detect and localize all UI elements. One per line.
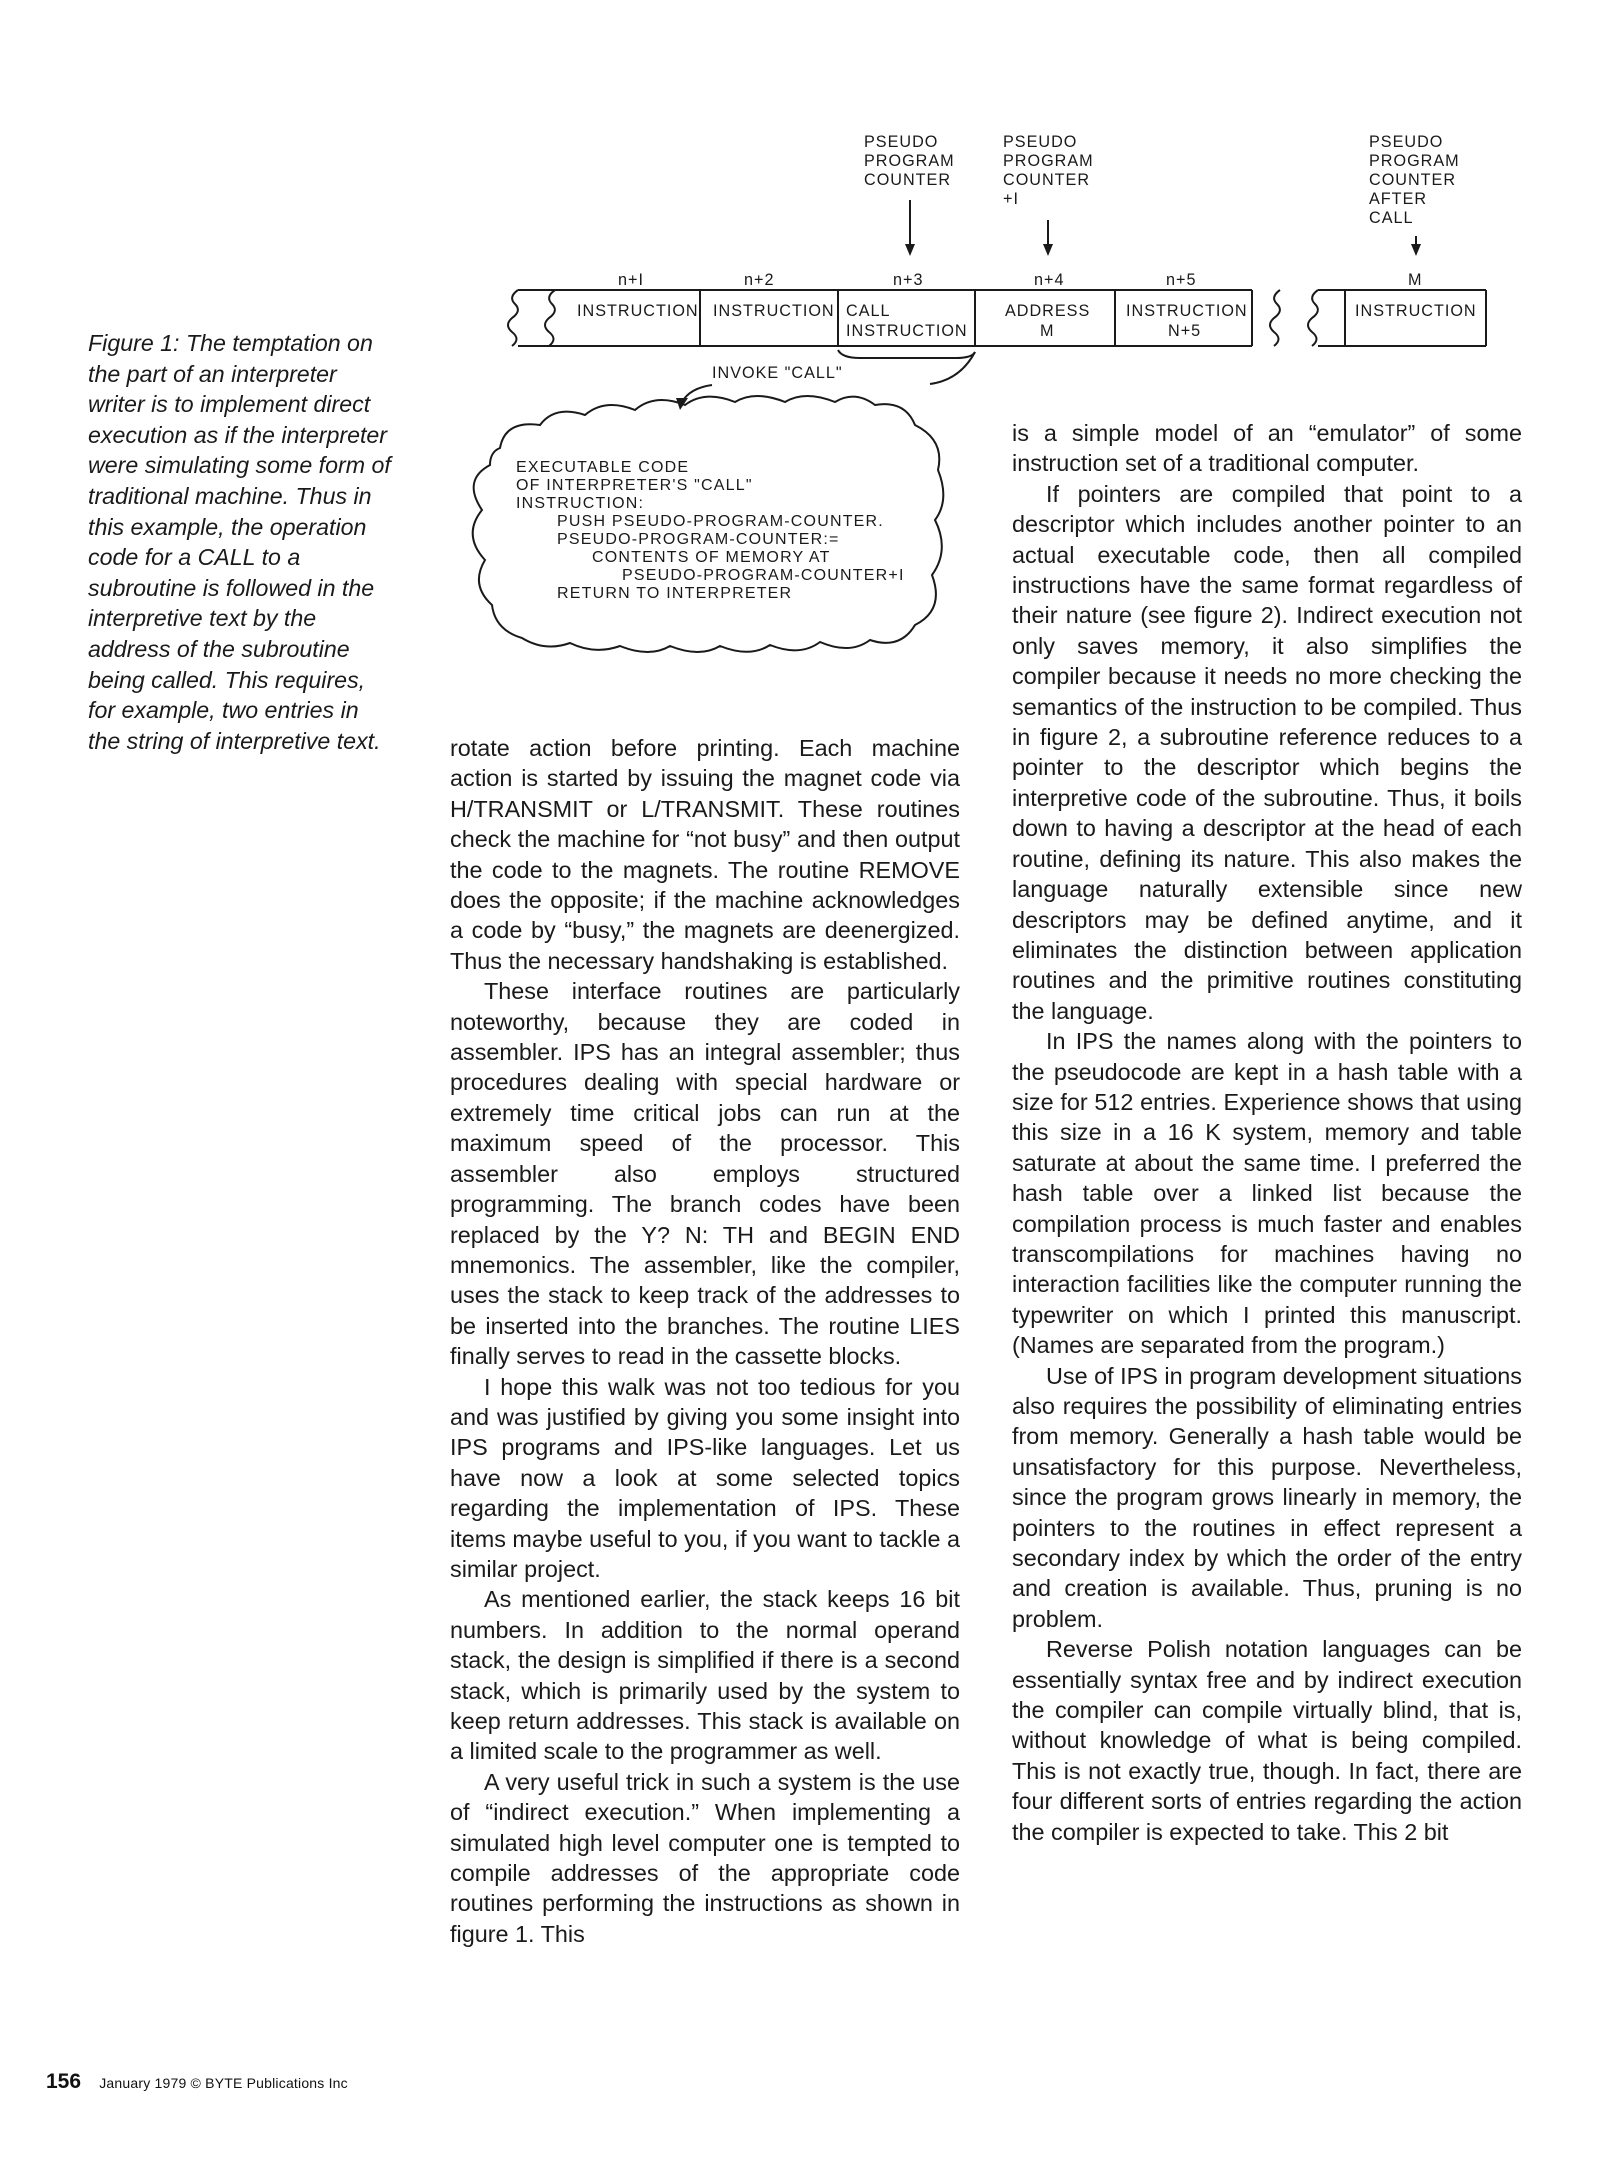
paragraph: In IPS the names along with the pointers to the pseudocode are kept in a hash table with a size for 512 entries. Experience shows that using this size in a 16 K system, memory and table saturate at about the same time. I preferred the hash table over a linked list because the compilation process is much faster and enables transcompilations for machines having no interaction facilities like the computer running the typewriter on which I printed this manuscript. (Names are separated from the program.) bbox=[1012, 1028, 1522, 1359]
invoke-call-label: INVOKE "CALL" bbox=[712, 364, 843, 382]
ppca-line-4: AFTER bbox=[1369, 190, 1428, 208]
address-label: n+I bbox=[618, 271, 644, 289]
pointer-label-ppc bbox=[864, 133, 955, 189]
paragraph: rotate action before printing. Each machine action is started by issuing the magnet code via H/TRANSMIT or L/TRANSMIT. These routines check the machine for “not busy” and then output the code to the magnets. The routine REMOVE does the opposite; if the machine acknowledges a code by “busy,” the magnets are deenergized. Thus the necessary handshaking is established. bbox=[450, 735, 960, 974]
arrowhead-ppc1 bbox=[1043, 244, 1053, 256]
cloud-text bbox=[516, 459, 905, 602]
page-footer bbox=[46, 2070, 348, 2094]
address-label: n+4 bbox=[1034, 271, 1065, 289]
pointer-label-ppc-after-call bbox=[1369, 133, 1460, 227]
ppc-line-2: PROGRAM bbox=[864, 152, 955, 170]
publication-credit: January 1979 © BYTE Publications Inc bbox=[99, 2075, 348, 2091]
arrowhead-ppc bbox=[905, 244, 915, 256]
cloud-line: EXECUTABLE CODE bbox=[516, 459, 690, 476]
page-number: 156 bbox=[46, 2070, 82, 2093]
ppc-line-1: PSEUDO bbox=[864, 133, 939, 151]
ppc1-line-1: PSEUDO bbox=[1003, 133, 1078, 151]
paragraph: Use of IPS in program development situations also requires the possibility of eliminating entries from memory. Generally a hash table would be unsatisfactory for this purpose. Nevertheless, since the program grows linearly in memory, the pointers to the routines in effect represent a secondary index by which the order of the entry and creation is available. Thus, pruning is no problem. bbox=[1012, 1362, 1522, 1632]
ppca-line-2: PROGRAM bbox=[1369, 152, 1460, 170]
ppca-line-3: COUNTER bbox=[1369, 171, 1457, 189]
address-label: M bbox=[1408, 271, 1423, 289]
paragraph: These interface routines are particularly noteworthy, because they are coded in assembler. IPS has an integral assembler; thus procedures dealing with special hardware or extremely time critical jobs can run at the maximum speed of the processor. This assembler also employs structured programming. The branch codes have been replaced by the Y? N: TH and BEGIN END mnemonics. The assembler, like the compiler, uses the stack to keep track of the addresses to be inserted into the branches. The routine LIES finally serves to read in the cassette blocks. bbox=[450, 978, 960, 1370]
pointer-arrows bbox=[905, 200, 1421, 256]
memory-cells bbox=[577, 302, 1477, 340]
cloud-line: PUSH PSEUDO-PROGRAM-COUNTER. bbox=[557, 513, 884, 530]
ppca-line-1: PSEUDO bbox=[1369, 133, 1444, 151]
middle-column bbox=[450, 733, 960, 1949]
address-labels bbox=[618, 271, 1422, 289]
paragraph: Reverse Polish notation languages can be essentially syntax free and by indirect execution the compiler can compile virtually blind, that is, without knowledge of what is being compiled. This is not exactly true, though. In fact, there are four different sorts of entries regarding the action the compiler is expected to take. This 2 bit bbox=[1012, 1636, 1522, 1845]
address-label: n+2 bbox=[744, 271, 775, 289]
ppc1-line-4: +I bbox=[1003, 190, 1019, 208]
cell-instruction-n5-line-2: N+5 bbox=[1168, 322, 1202, 340]
cell-address-line-1: ADDRESS bbox=[1005, 302, 1091, 320]
paragraph: is a simple model of an “emulator” of some instruction set of a traditional computer. bbox=[1012, 420, 1522, 477]
address-label: n+3 bbox=[893, 271, 924, 289]
cell-instruction-m: INSTRUCTION bbox=[1355, 302, 1477, 320]
pointer-label-ppc-plus-one bbox=[1003, 133, 1094, 208]
ppc1-line-2: PROGRAM bbox=[1003, 152, 1094, 170]
cloud-line: OF INTERPRETER'S "CALL" bbox=[516, 477, 753, 494]
cell-instruction-n2: INSTRUCTION bbox=[713, 302, 835, 320]
cell-call-line-2: INSTRUCTION bbox=[846, 322, 968, 340]
paragraph: A very useful trick in such a system is the use of “indirect execution.” When implementing a simulated high level computer one is tempted to compile addresses of the appropriate code routines performing the instructions as shown in figure 1. This bbox=[450, 1768, 960, 1947]
ppc1-line-3: COUNTER bbox=[1003, 171, 1091, 189]
cloud-line: RETURN TO INTERPRETER bbox=[557, 585, 793, 602]
cell-instruction-n1: INSTRUCTION bbox=[577, 302, 699, 320]
arrowhead-ppc-after bbox=[1411, 244, 1421, 256]
cloud-line: PSEUDO-PROGRAM-COUNTER:= bbox=[557, 531, 840, 548]
ppca-line-5: CALL bbox=[1369, 209, 1414, 227]
address-label: n+5 bbox=[1166, 271, 1197, 289]
cloud-line: INSTRUCTION: bbox=[516, 495, 645, 512]
cell-instruction-n5-line-1: INSTRUCTION bbox=[1126, 302, 1248, 320]
paragraph: As mentioned earlier, the stack keeps 16 bit numbers. In addition to the normal operand stack, the design is simplified if there is a second stack, which is primarily used by the system to keep return addresses. This stack is available on a limited scale to the programmer as well. bbox=[450, 1586, 960, 1765]
figure-caption: Figure 1: The temptation on the part of an interpreter writer is to implement direct execution as if the interpreter were simulating some form of traditional machine. Thus in this example, the operation code for a CALL to a subroutine is followed in the interpretive text by the address of the subroutine being called. This requires, for example, two entries in the string of interpretive text. bbox=[88, 330, 391, 754]
paragraph: If pointers are compiled that point to a descriptor which includes another pointer to an actual executable code, then all compiled instructions have the same format regardless of their nature (see figure 2). Indirect execution not only saves memory, it also simplifies the compiler because it needs no more checking the semantics of the instruction to be compiled. Thus in figure 2, a subroutine reference reduces to a pointer to the descriptor which begins the interpretive code of the subroutine. Thus, it boils down to having a descriptor at the head of each routine, defining its nature. This also makes the language naturally extensible since new descriptors may be defined anytime, and it eliminates the distinction between application routines and the primitive routines constituting the language. bbox=[1012, 480, 1522, 1024]
ppc-line-3: COUNTER bbox=[864, 171, 952, 189]
cloud-line: PSEUDO-PROGRAM-COUNTER+I bbox=[622, 567, 905, 584]
right-column bbox=[1012, 418, 1522, 1847]
cloud-line: CONTENTS OF MEMORY AT bbox=[592, 549, 831, 566]
cell-call-line-1: CALL bbox=[846, 302, 891, 320]
cell-address-line-2: M bbox=[1040, 322, 1055, 340]
paragraph: I hope this walk was not too tedious for you and was justified by giving you some insight into IPS programs and IPS-like languages. Let us have now a look at some selected topics regarding the implementation of IPS. These items maybe useful to you, if you want to tackle a similar project. bbox=[450, 1373, 960, 1582]
